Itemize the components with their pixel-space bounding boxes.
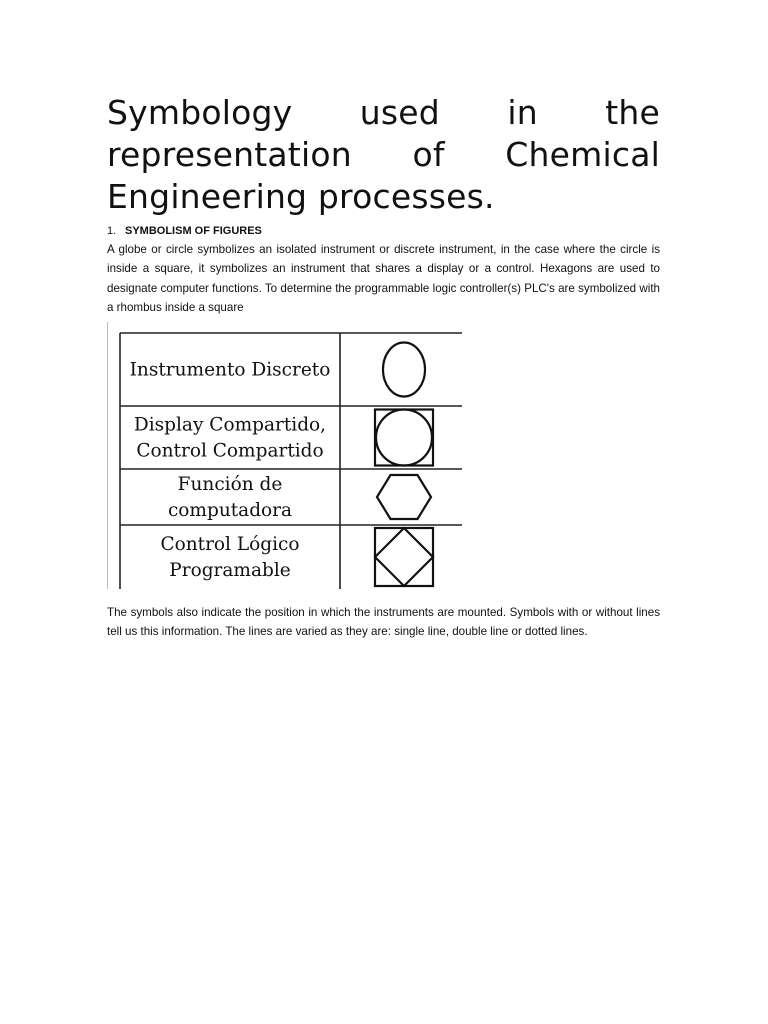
symbol-table-figure [107, 322, 462, 589]
symbol-table-label: Control Lógico [160, 533, 300, 555]
circle-symbol-icon [383, 342, 425, 396]
symbol-table-label: Display Compartido, [133, 414, 327, 436]
paragraph-figures-description: A globe or circle symbolizes an isolated instrument or discrete instrument, in the case where the circle is inside a square, it symbolizes an instrument that shares a display or a control. Hexagons are used to designate computer functions. To determine the programmable logic controller(s) PLC's are symbolized with a rhombus inside a square [107, 243, 660, 315]
square-icon [375, 528, 433, 586]
circle-in-square-symbol-icon [375, 409, 433, 465]
section-heading [107, 224, 660, 238]
hexagon-icon [377, 475, 431, 519]
symbol-table-label: Instrumento Discreto [129, 359, 331, 381]
document-title: Symbology used in the representation of Chemical Engineering processes. [107, 93, 660, 216]
section-heading-text: SYMBOLISM OF FIGURES [125, 225, 262, 237]
symbol-table [108, 322, 462, 589]
document-page [107, 92, 660, 641]
rhombus-icon [375, 528, 433, 586]
symbol-table-label: Programable [169, 559, 291, 581]
rhombus-in-square-symbol-icon [375, 528, 433, 586]
symbol-table-label: Función de [177, 473, 283, 495]
symbol-table-label: Control Compartido [136, 440, 324, 462]
symbol-table-label: computadora [167, 499, 293, 521]
paragraph-mounting-lines: The symbols also indicate the position in which the instruments are mounted. Symbols with or without lines tell us this information. The lines are varied as they are: single line, double line or dotted lines. [107, 605, 660, 639]
circle-icon [376, 409, 432, 465]
circle-icon [383, 342, 425, 396]
hexagon-symbol-icon [377, 475, 431, 519]
section-number: 1. [107, 225, 117, 237]
